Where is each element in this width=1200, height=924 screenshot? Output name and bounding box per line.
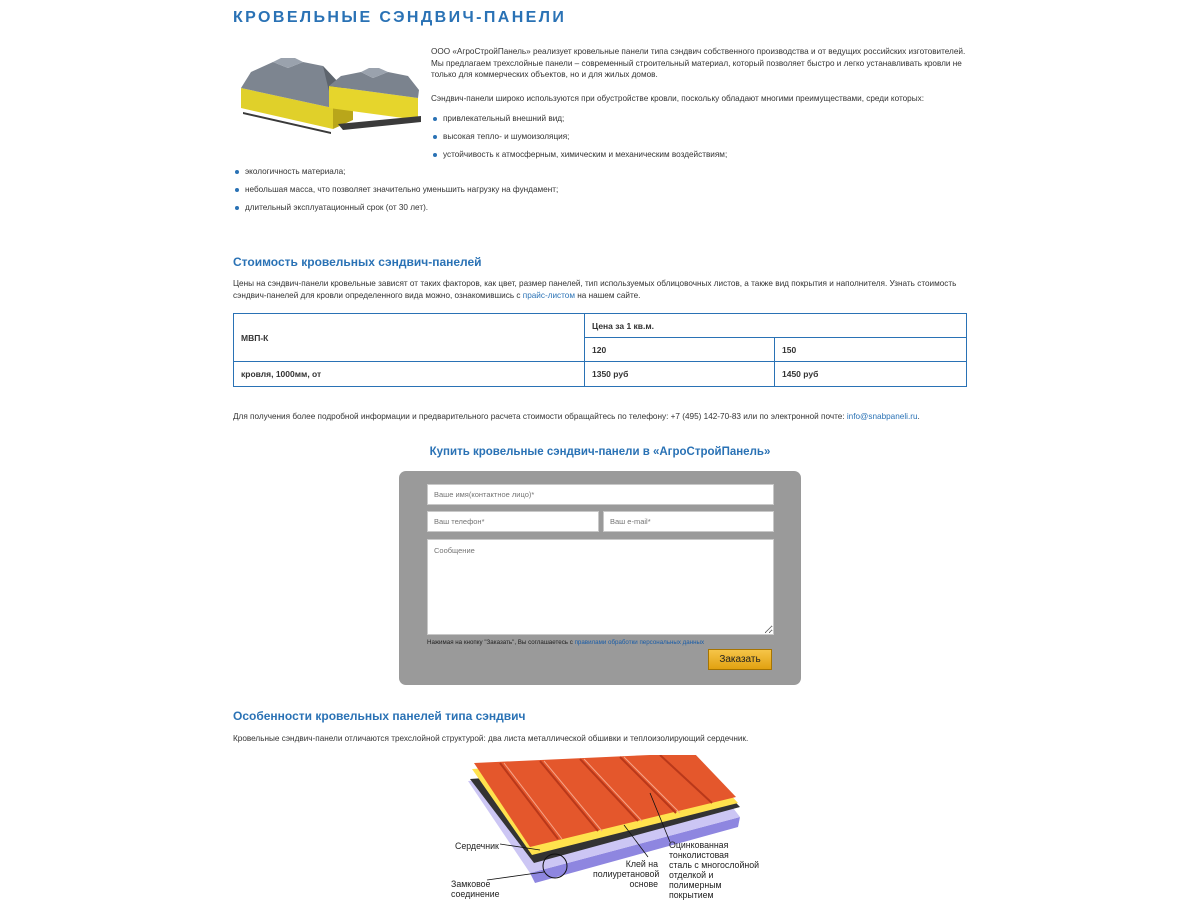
cost-section-title: Стоимость кровельных сэндвич-панелей bbox=[233, 255, 482, 269]
list-item: экологичность материала; bbox=[233, 163, 558, 181]
contact-text bbox=[233, 411, 993, 423]
glue-label bbox=[593, 859, 658, 889]
price-cell: 1450 руб bbox=[775, 362, 967, 387]
roof-panels-image bbox=[233, 46, 423, 136]
price-table bbox=[233, 313, 967, 387]
width-cell: 120 bbox=[585, 338, 775, 362]
order-form bbox=[399, 471, 801, 685]
privacy-policy-link[interactable]: правилами обработки персональных данных bbox=[574, 639, 705, 646]
panel-structure-diagram bbox=[440, 755, 780, 900]
label-line: Замковое bbox=[451, 879, 491, 889]
name-input[interactable] bbox=[427, 484, 774, 505]
intro-paragraph: ООО «АгроСтройПанель» реализует кровельные панели типа сэндвич собственного производства и от ведущих российских изготовителей. Мы предлагаем трехслойные панели – современный строительный материал, который позволяет быстро и легко устанавливать кровли не только для коммерческих объектов, но и для жилых домов. bbox=[431, 47, 966, 79]
list-item: привлекательный внешний вид; bbox=[431, 110, 727, 128]
width-cell: 150 bbox=[775, 338, 967, 362]
list-item: высокая тепло- и шумоизоляция; bbox=[431, 128, 727, 146]
cost-text-part: на нашем сайте. bbox=[577, 291, 641, 300]
order-button[interactable]: Заказать bbox=[708, 649, 772, 670]
label-line: Клей на bbox=[625, 859, 658, 869]
cost-text-part: Цены на сэндвич-панели кровельные зависят от таких факторов, как цвет, размер панелей, тип используемых облицовочных листов, а также вид покрытия и наполнителя. Узнать стоимость сэндвич-панелей для кровли определенного вида можно, ознакомившись с bbox=[233, 279, 957, 300]
price-list-link[interactable]: прайс-листом bbox=[522, 291, 575, 300]
message-textarea[interactable] bbox=[427, 539, 774, 635]
advantages-list bbox=[233, 163, 558, 217]
label-line: соединение bbox=[451, 889, 500, 899]
steel-label bbox=[669, 840, 759, 900]
consent-text bbox=[427, 639, 704, 646]
label-line: полиуретановой bbox=[593, 869, 660, 879]
label-line: отделкой и bbox=[669, 870, 714, 880]
contact-text-end: . bbox=[917, 412, 920, 421]
intro-text bbox=[431, 46, 971, 116]
list-item: устойчивость к атмосферным, химическим и механическим воздействиям; bbox=[431, 146, 727, 164]
price-header-cell: Цена за 1 кв.м. bbox=[585, 314, 967, 338]
form-title: Купить кровельные сэндвич-панели в «АгроСтройПанель» bbox=[429, 446, 771, 458]
list-item: небольшая масса, что позволяет значительно уменьшить нагрузку на фундамент; bbox=[233, 181, 558, 199]
email-input[interactable] bbox=[603, 511, 774, 532]
intro-paragraph: Сэндвич-панели широко используются при обустройстве кровли, поскольку обладают многими преимуществами, среди которых: bbox=[431, 93, 924, 103]
label-line: покрытием bbox=[669, 890, 714, 900]
label-line: тонколистовая bbox=[669, 850, 729, 860]
email-link[interactable]: info@snabpaneli.ru bbox=[846, 412, 918, 421]
product-cell: МВП-К bbox=[234, 314, 585, 362]
price-cell: 1350 руб bbox=[585, 362, 775, 387]
list-item: длительный эксплуатационный срок (от 30 лет). bbox=[233, 199, 558, 217]
advantages-list bbox=[431, 110, 727, 164]
page-title: КРОВЕЛЬНЫЕ СЭНДВИЧ-ПАНЕЛИ bbox=[233, 9, 567, 26]
label-line: основе bbox=[629, 879, 658, 889]
features-section-title: Особенности кровельных панелей типа сэндвич bbox=[233, 709, 526, 723]
consent-text-part: Нажимая на кнопку "Заказать", Вы соглашаетесь с bbox=[427, 639, 573, 646]
core-label: Сердечник bbox=[455, 841, 499, 851]
features-text: Кровельные сэндвич-панели отличаются трехслойной структурой: два листа металлической обшивки и теплоизолирующий сердечник. bbox=[233, 734, 749, 743]
phone-input[interactable] bbox=[427, 511, 599, 532]
contact-text-part: Для получения более подробной информации и предварительного расчета стоимости обращайтесь по телефону: +7 (495) 142-70-83 или по электронной почте: bbox=[233, 412, 845, 421]
lock-joint-label bbox=[451, 879, 500, 899]
label-line: полимерным bbox=[669, 880, 722, 890]
label-line: Оцинкованная bbox=[669, 840, 729, 850]
label-line: сталь с многослойной bbox=[669, 860, 760, 870]
cost-text bbox=[233, 278, 968, 302]
row-label-cell: кровля, 1000мм, от bbox=[234, 362, 585, 387]
